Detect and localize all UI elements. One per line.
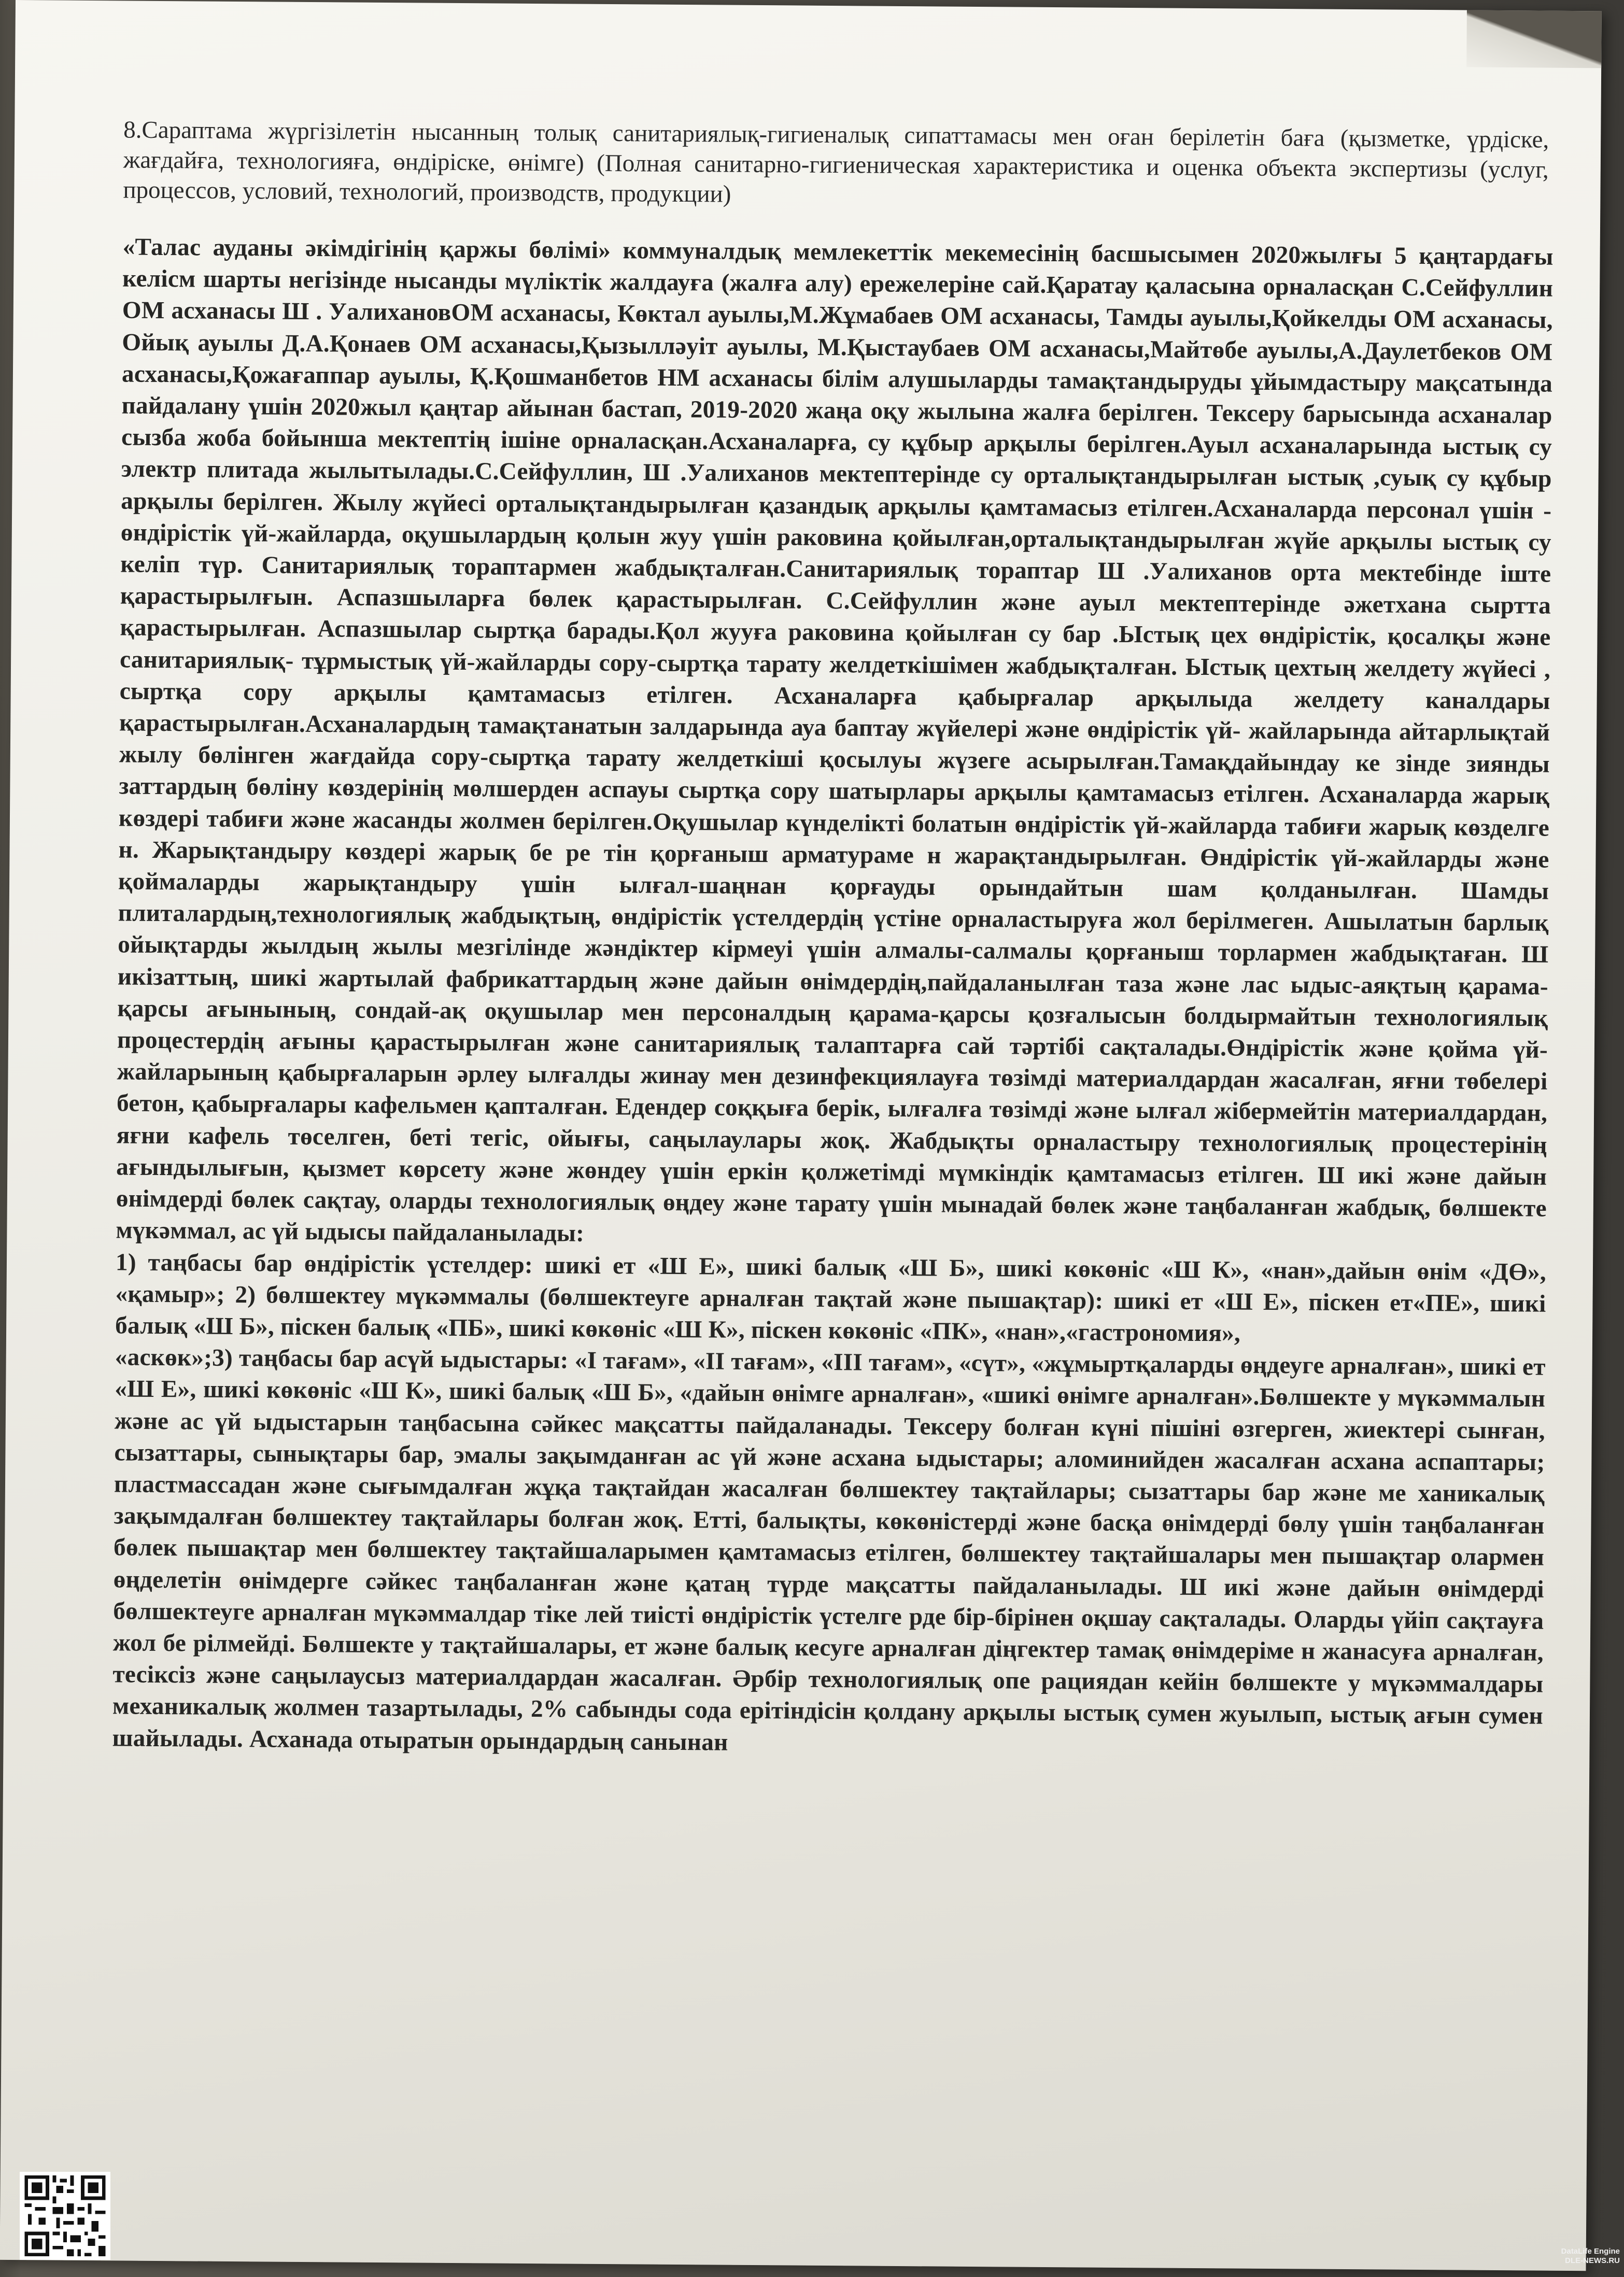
folded-corner	[1466, 10, 1602, 68]
section-heading: 8.Сараптама жүргізілетін нысанның толық санитариялық-гигиеналық сипаттамасы мен оған берілетін баға (қызметке, үрдіске, жағдайға, технологияға, өндіріске, өнімге) (Полная санитарно-гигиеническая характеристика и оценка объекта экспертизы (услуг, процессов, условий, технологий, производств, продукции)	[123, 116, 1549, 208]
watermark-line-1: DataLife Engine	[1561, 2247, 1620, 2256]
site-watermark	[1521, 2247, 1620, 2266]
watermark-line-2: DLE-NEWS.RU	[1565, 2256, 1620, 2265]
qr-code-icon	[20, 2172, 110, 2260]
body-text: «Талас ауданы әкімдігінің қаржы бөлімі» коммуналдық мемлекеттік мекемесінің басшысымен 2020жылғы 5 қаңтардағы келісм шарты негізінде нысанды мүліктік жалдауға (жалға алу) ережелеріне сай.Қаратау қаласына орналасқан С.Сейфуллин ОМ асханасы Ш . УалихановОМ асханасы, Көктал ауылы,М.Жұмабаев ОМ асханасы, Тамды ауылы,Қойкелды ОМ асханасы, Ойық ауылы Д.А.Қонаев ОМ асханасы,Қызылләуіт ауылы, М.Қыстаубаев ОМ асханасы,Майтөбе ауылы,А.Даулетбеков ОМ асханасы,Қожағаппар ауылы, Қ.Қошманбетов НМ асханасы білім алушыларды тамақтандыруды ұйымдастыру мақсатында пайдалану үшін 2020жыл қаңтар айынан бастап, 2019-2020 жаңа оқу жылына жалға берілген. Тексеру барысында асханалар сызба жоба бойынша мектептің ішіне орналасқан.Асханаларға, су құбыр арқылы берілген.Ауыл асханаларында ыстық су электр плитада жылытылады.С.Сейфуллин, Ш .Уалиханов мектептерінде су орталықтандырылған ыстық ,суық су құбыр арқылы берілген. Жылу жүйесі орталықтандырылған қазандық арқылы қамтамасыз етілген.Асханаларда персонал үшін - өндірістік үй-жайларда, оқушылардың қолын жуу үшін раковина қойылған,орталықтандырылған жүйе арқылы ыстық су келіп түр. Санитариялық тораптармен жабдықталған.Санитариялық тораптар Ш .Уалиханов орта мектебінде іште қарастырылғын. Аспазшыларға бөлек қарастырылған. С.Сейфуллин және ауыл мектептерінде әжетхана сыртта қарастырылған. Аспазшылар сыртқа барады.Қол жууға раковина қойылған су бар .Ыстық цех өндірістік, қосалқы және санитариялық- тұрмыстық үй-жайларды сору-сыртқа тарату желдеткішімен жабдықталған. Ыстық цехтың желдету жүйесі , сыртқа сору арқылы қамтамасыз етілген. Асханаларға қабырғалар арқылыда желдету каналдары қарастырылған.Асханалардың тамақтанатын залдарында ауа баптау жүйелері және өндірістік үй- жайларында айтарлықтай жылу бөлінген жағдайда сору-сыртқа тарату желдеткішi қосылуы жүзеге асырылған.Тамақдайындау ке зінде зиянды заттардың бөліну көздерінің мөлшерден аспауы сыртқа сору шатырлары арқылы қамтамасыз етілген. Асханаларда жарық көздері табиғи және жасанды жолмен берілген.Оқушылар күнделікті болатын өндірістік үй-жайларда табиғи жарық көзделге н. Жарықтандыру көздері жарық бе ре тін қорғаныш арматураме н жарақтандырылған. Өндірістік үй-жайларды және қоймаларды жарықтандыру үшін ылғал-шаңнан қорғауды орындайтын шам қолданылған. Шамды плиталардың,технологиялық жабдықтың, өндірістік үстелдердің үстіне орналастыруға жол берілмеген. Ашылатын барлық ойықтарды жылдың жылы мезгілінде жәндіктер кірмеуі үшін алмалы-салмалы қорғаныш торлармен жабдықтаған. Ш икізаттың, шикі жартылай фабрикаттардың және дайын өнімдердің,пайдаланылған таза және лас ыдыс-аяқтың қарама-қарсы ағынының, сондай-ақ оқушылар мен персоналдың қарама-қарсы қозғалысын болдырмайтын технологиялық процестердің ағыны қарастырылған және санитариялық талаптарға сай тәртібі сақталады.Өндірістік және қойма үй-жайларының қабырғаларын әрлеу ылғалды жинау мен дезинфекциялауға төзімді материалдардан жасалған, яғни төбелері бетон, қабырғалары кафельмен қапталған. Едендер соққыға берік, ылғалға төзімді және ылғал жібермейтін материалдардан, яғни кафель төселген, беті тегіс, ойығы, саңылаулары жоқ. Жабдықты орналастыру технологиялық процестерінің ағындылығын, қызмет көрсету және жөндеу үшін еркін қолжетімді мүмкіндік қамтамасыз етілген. Ш икі және дайын өнімдерді бөлек сақтау, оларды технологиялық өңдеу және тарату үшін мынадай бөлек және таңбаланған жабдық, бөлшекте мүкәммал, ас үй ыдысы пайдаланылады: 1) таңбасы бар өндірістік үстелдер: шикі ет «Ш Е», шикі балық «Ш Б», шикі көкөніс «Ш К», «нан»,дайын өнім «ДӨ», «қамыр»; 2) бөлшектеу мүкәммалы (бөлшектеуге арналған тақтай және пышақтар): шикі ет «Ш Е», піскен ет«ПЕ», шикі балық «Ш Б», піскен балық «ПБ», шикі көкөніс «Ш К», піскен көкөніс «ПК», «нан»,«гастрономия», «аскөк»;3) таңбасы бар асүй ыдыстары: «І тағам», «ІІ тағам», «ІІІ тағам», «сүт», «жұмыртқаларды өңдеуге арналған», шикі ет «Ш Е», шикі көкөніс «Ш К», шикі балық «Ш Б», «дайын өнімге арналған», «шикі өнімге арналған».Бөлшекте у мүкәммалын және ас үй ыдыстарын таңбасына сәйкес мақсатты пайдаланады. Тексеру болған күні пішіні өзгерген, жиектері сынған, сызаттары, сынықтары бар, эмалы зақымданған ас үй және асхана ыдыстары; аломинийден жасалған асхана аспаптары; пластмассадан және сығымдалған жұқа тақтайдан жасалған бөлшектеу тақтайлары; сызаттары бар және ме ханикалық зақымдалған бөлшектеу тақтайлары болған жоқ. Етті, балықты, көкөністерді және басқа өнімдерді бөлу үшін таңбаланған бөлек пышақтар мен бөлшектеу тақтайшаларымен қамтамасыз етілген, бөлшектеу тақтайшалары мен пышақтар олармен өңделетін өнімдерге сәйкес таңбаланған және қатаң түрде мақсатты пайдаланылады. Ш икі және дайын өнімдерді бөлшектеуге арналған мүкәммалдар тіке лей тиісті өндірістік үстелге рде бір-бірінен оқшау сақталады. Оларды үйіп сақтауға жол бе рілмейді. Бөлшекте у тақтайшалары, ет және балық кесуге арналған діңгектер тамақ өнімдеріме н жанасуға арналған, тесіксіз және саңылаусыз материалдардан жасалған. Әрбір технологиялық опе рациядан кейін бөлшекте у мүкәммалдары механикалық жолмен тазартылады, 2% сабынды сода ерітіндісін қолдану арқылы ыстық сумен жуылып, ыстық ағын сумен шайылады. Асханада отыратын орындардың санынан	[112, 233, 1554, 1756]
